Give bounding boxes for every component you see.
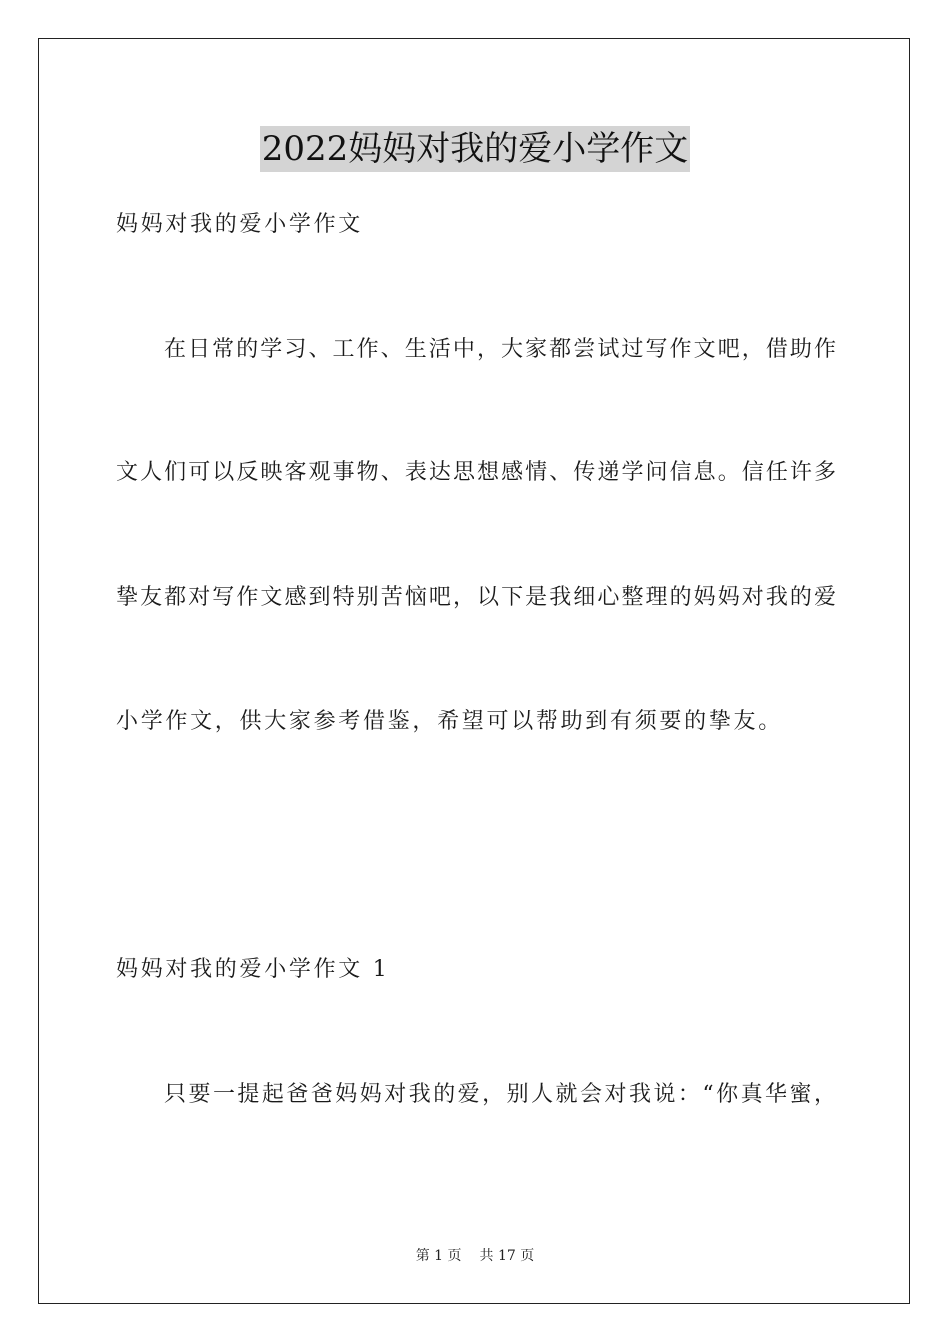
document-title: 2022妈妈对我的爱小学作文 bbox=[260, 126, 691, 172]
intro-line: 在日常的学习、工作、生活中，大家都尝试过写作文吧，借助作 bbox=[164, 337, 836, 362]
intro-line: 文人们可以反映客观事物、表达思想感情、传递学问信息。信任许多 bbox=[116, 460, 836, 485]
intro-line: 挚友都对写作文感到特别苦恼吧，以下是我细心整理的妈妈对我的爱 bbox=[116, 585, 836, 610]
intro-line: 小学作文，供大家参考借鉴，希望可以帮助到有须要的挚友。 bbox=[116, 709, 783, 734]
page-number-total: 共 17 页 bbox=[479, 1248, 535, 1264]
page-footer bbox=[0, 1246, 950, 1266]
document-subtitle: 妈妈对我的爱小学作文 bbox=[116, 212, 364, 237]
document-title-container bbox=[0, 126, 950, 172]
section-heading: 妈妈对我的爱小学作文 1 bbox=[116, 957, 390, 982]
page-number-current: 第 1 页 bbox=[415, 1248, 462, 1264]
body-line: 只要一提起爸爸妈妈对我的爱，别人就会对我说：“你真华蜜， bbox=[164, 1082, 836, 1107]
